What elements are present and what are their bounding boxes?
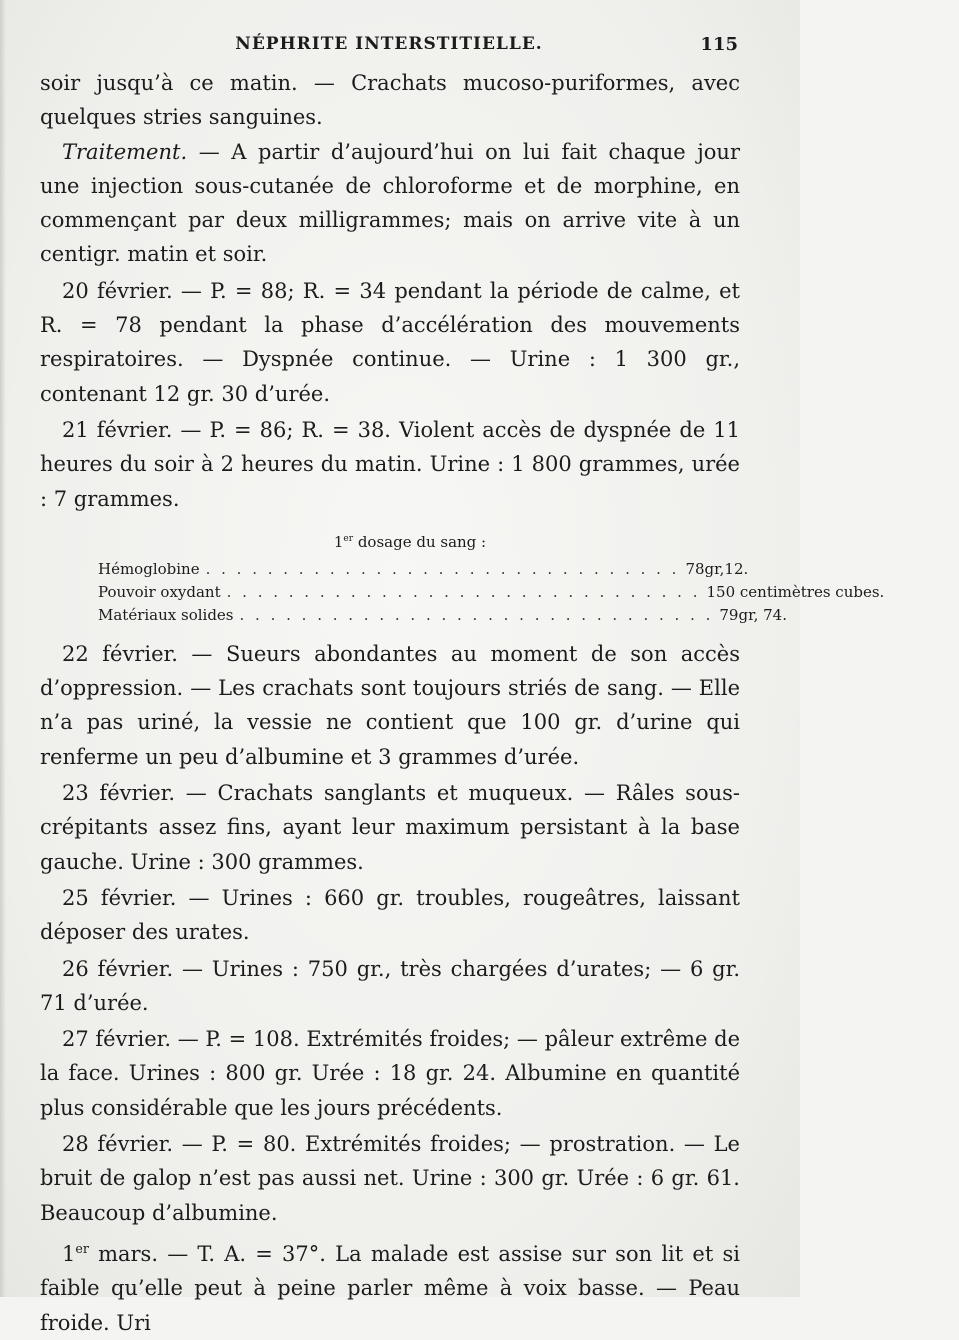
paragraph: 27 février. — P. = 108. Extrémités froides; — pâleur extrême de la face. Urines : 800 gr. Urée : 18 gr. 24. Albumine en quantité plus considérable que les jours précédents. [40,1027,741,1120]
running-title: NÉPHRITE INTERSTITIELLE. [235,34,543,54]
title-sup: er [343,533,354,544]
leader-dots: . . . . . . . . . . . . . . . . . . . . . . . . . . . . . . . [226,582,701,601]
paragraph: 22 février. — Sueurs abondantes au moment de son accès d’oppression. — Les crachats sont toujours striés de sang. — Elle n’a pas uriné, la vessie ne contient que 100 gr. d’urine qui renferme un peu d’albumine et 3 grammes d’urée. [40,641,740,769]
page-header [40,34,738,58]
table-row [40,581,885,604]
paragraph: 21 février. — P. = 86; R. = 38. Violent accès de dyspnée de 11 heures du soir à 2 heures du matin. Urine : 1 800 grammes, urée : 7 grammes. [40,417,740,511]
page-number: 115 [700,34,738,55]
paragraph: 28 février. — P. = 80. Extrémités froides; — prostration. — Le bruit de galop n’est pas aussi net. Urine : 300 gr. Urée : 6 gr. 61. Beaucoup d’albumine. [40,1132,740,1225]
paragraph: 23 février. — Crachats sanglants et muqueux. — Râles sous-crépitants assez fins, ayant leur maximum persistant à la base gauche. Urine : 300 grammes. [40,781,740,874]
table-row [40,558,749,581]
paragraph: 26 février. — Urines : 750 gr., très chargées d’urates; — 6 gr. 71 d’urée. [40,956,740,1015]
treatment-heading: Traitement. [62,139,188,164]
row-value: 150 centimètres cubes. [706,582,885,601]
table-title [40,528,740,554]
paragraph-mars: 1er mars. — T. A. = 37°. La malade est assise sur son lit et si faible qu’elle peut à peine parler même à voix basse. — Peau froide. Uri [40,1240,740,1335]
row-value: 78gr,12. [685,559,749,578]
paragraph-treatment [40,135,740,272]
page-body [40,66,885,1340]
leader-dots: . . . . . . . . . . . . . . . . . . . . . . . . . . . . . . . [239,605,714,624]
title-number: 1 [333,532,344,551]
row-label: Matériaux solides [98,605,234,624]
treatment-text: — A partir d’aujourd’hui on lui fait chaque jour une injection sous-cutanée de chloroforme et de morphine, en commençant par deux milligrammes; mais on arrive vite à un centigr. matin et soir. [40,139,740,267]
ordinal-sup: er [75,1240,89,1256]
blood-dosage-table [40,528,885,627]
mars-text: mars. — T. A. = 37°. La malade est assise sur son lit et si faible qu’elle peut à peine parler même à voix basse. — Peau froide. Uri [40,1241,740,1335]
paragraph: 25 février. — Urines : 660 gr. troubles, rougeâtres, laissant déposer des urates. [40,885,740,945]
paragraph: soir jusqu’à ce matin. — Crachats mucoso-puriformes, avec quelques stries sanguines. [40,71,740,130]
page-edge-shadow [0,0,6,1297]
row-value: 79gr, 74. [719,605,787,624]
row-label: Pouvoir oxydant [98,582,221,601]
title-text: dosage du sang : [353,532,487,551]
table-row [40,604,787,627]
paragraph: 20 février. — P. = 88; R. = 34 pendant la période de calme, et R. = 78 pendant la phase d’accélération des mouvements respiratoires. — Dyspnée continue. — Urine : 1 300 gr., contenant 12 gr. 30 d’urée. [40,278,740,406]
leader-dots: . . . . . . . . . . . . . . . . . . . . . . . . . . . . . . . [205,559,680,578]
row-label: Hémoglobine [98,559,200,578]
